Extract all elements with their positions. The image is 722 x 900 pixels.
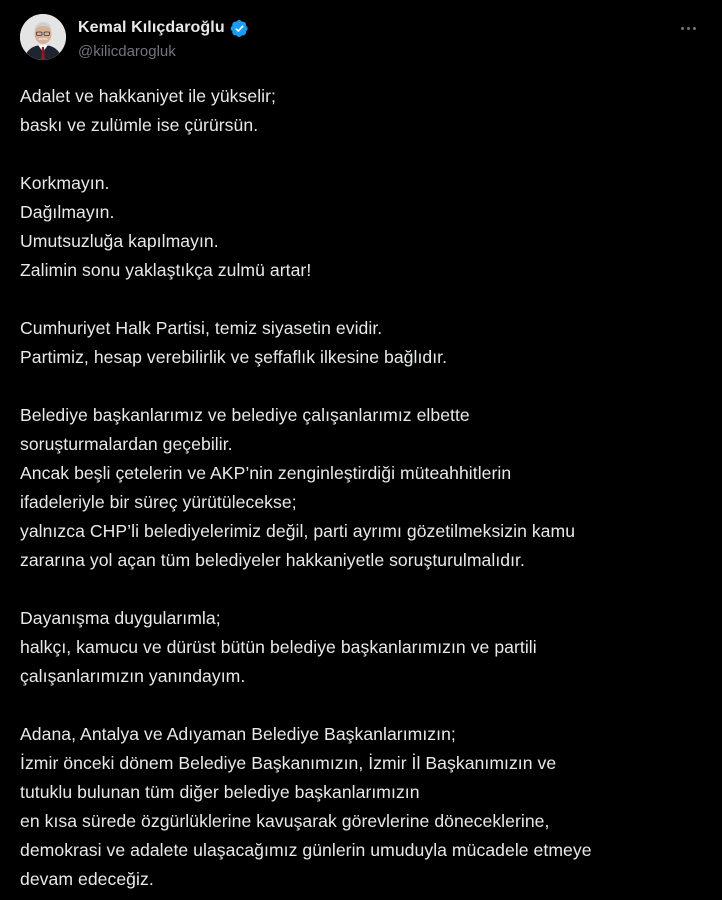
handle[interactable]: @kilicdarogluk <box>78 43 176 60</box>
tweet-line: Ancak beşli çetelerin ve AKP’nin zenginleştirdiği müteahhitlerin <box>20 463 512 483</box>
tweet-line: baskı ve zulümle ise çürürsün. <box>20 115 259 135</box>
tweet-line: Zalimin sonu yaklaştıkça zulmü artar! <box>20 260 312 280</box>
display-name[interactable]: Kemal Kılıçdaroğlu <box>78 19 225 36</box>
tweet-line: İzmir önceki dönem Belediye Başkanımızın, İzmir İl Başkanımızın ve <box>20 753 557 773</box>
tweet-line: Dayanışma duygularımla; <box>20 608 221 628</box>
more-options-icon[interactable] <box>674 18 702 38</box>
avatar[interactable] <box>20 14 66 60</box>
tweet-line: Dağılmayın. <box>20 202 115 222</box>
tweet-text <box>20 82 704 894</box>
tweet-line: Adana, Antalya ve Adıyaman Belediye Başkanlarımızın; <box>20 724 456 744</box>
paragraph-gap <box>20 372 704 401</box>
tweet-line: ifadeleriyle bir süreç yürütülecekse; <box>20 492 297 512</box>
tweet-line: yalnızca CHP’li belediyelerimiz değil, parti ayrımı gözetilmeksizin kamu <box>20 521 576 541</box>
tweet-line: Adalet ve hakkaniyet ile yükselir; <box>20 86 276 106</box>
tweet-header <box>20 14 702 66</box>
tweet-line: Partimiz, hesap verebilirlik ve şeffaflık ilkesine bağlıdır. <box>20 347 448 367</box>
verified-badge-icon[interactable] <box>230 19 249 38</box>
paragraph-gap <box>20 575 704 604</box>
tweet-line: devam edeceğiz. <box>20 869 154 889</box>
display-name-row <box>78 17 249 39</box>
paragraph-gap <box>20 285 704 314</box>
tweet-line: çalışanlarımızın yanındayım. <box>20 666 246 686</box>
tweet-line: tutuklu bulunan tüm diğer belediye başkanlarımızın <box>20 782 420 802</box>
tweet-line: halkçı, kamucu ve dürüst bütün belediye başkanlarımızın ve partili <box>20 637 537 657</box>
tweet-line: Korkmayın. <box>20 173 110 193</box>
tweet-line: zararına yol açan tüm belediyeler hakkaniyetle soruşturulmalıdır. <box>20 550 525 570</box>
tweet-line: Cumhuriyet Halk Partisi, temiz siyasetin evidir. <box>20 318 383 338</box>
paragraph-gap <box>20 140 704 169</box>
tweet-line: soruşturmalardan geçebilir. <box>20 434 233 454</box>
author-names <box>78 17 249 61</box>
tweet-line: Belediye başkanlarımız ve belediye çalışanlarımız elbette <box>20 405 470 425</box>
tweet-line: Umutsuzluğa kapılmayın. <box>20 231 219 251</box>
avatar-image <box>20 14 66 60</box>
paragraph-gap <box>20 691 704 720</box>
tweet-line: en kısa sürede özgürlüklerine kavuşarak görevlerine döneceklerine, <box>20 811 550 831</box>
tweet-line: demokrasi ve adalete ulaşacağımız günlerin umuduyla mücadele etmeye <box>20 840 592 860</box>
